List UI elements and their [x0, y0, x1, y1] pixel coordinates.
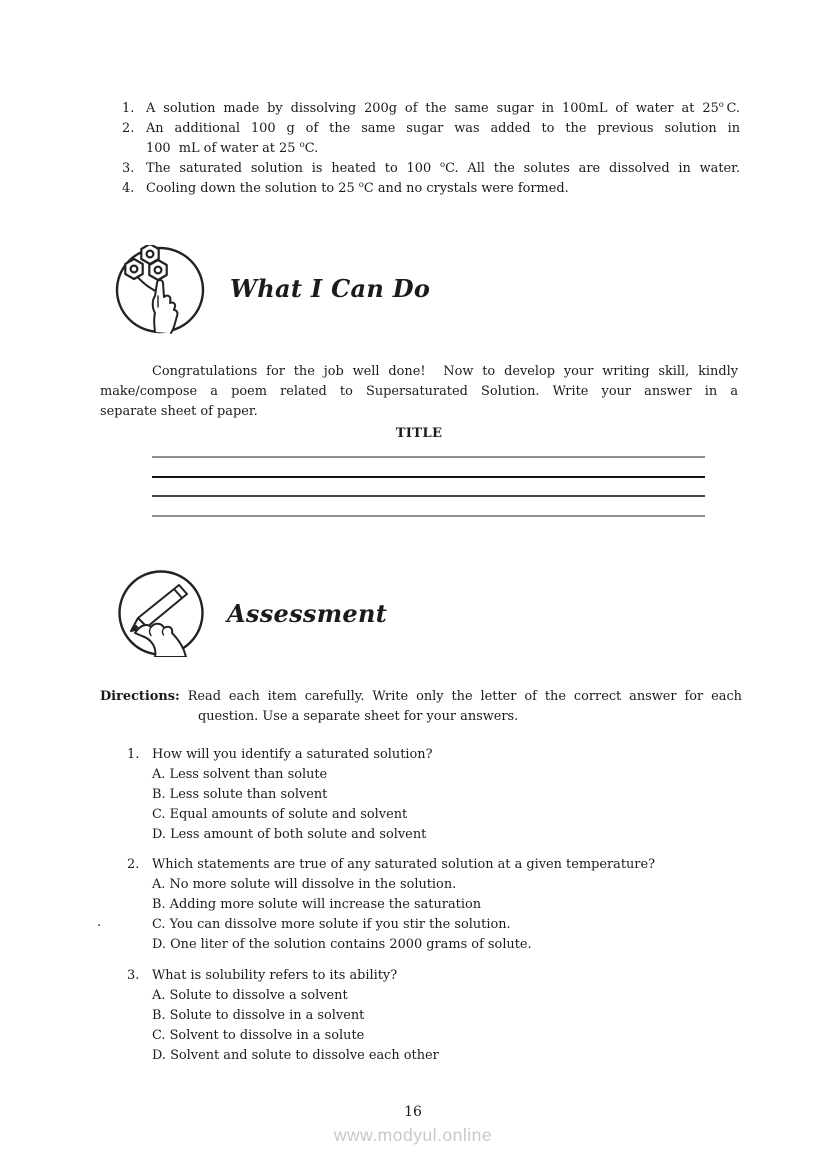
question-text: What is solubility refers to its ability?: [152, 968, 398, 983]
question-line: [127, 966, 740, 986]
hand-writing-pencil-icon: [117, 569, 205, 657]
directions-label: Directions:: [100, 689, 180, 704]
instruction-paragraph: [100, 362, 738, 422]
text-segment: An additional 100 g of the same sugar was added to the previous solution in: [146, 121, 740, 136]
question-3: [127, 966, 740, 1066]
list-item-number: 2.: [122, 121, 135, 136]
text-segment: Cooling down the solution to 25: [146, 181, 359, 196]
question-line: [127, 855, 740, 875]
answer-option: C. Solvent to dissolve in a solute: [152, 1028, 365, 1043]
poem-title-label: TITLE: [395, 426, 443, 441]
answer-option: C. You can dissolve more solute if you stir the solution.: [152, 917, 511, 932]
paragraph-line: Congratulations for the job well done! Now to develop your writing skill, kindly: [152, 364, 738, 379]
text-segment: C.: [723, 101, 740, 116]
directions-line: question. Use a separate sheet for your answers.: [198, 709, 519, 724]
text-segment: 100 mL of water at 25: [146, 141, 300, 156]
question-number: 3.: [127, 968, 140, 983]
text-segment: C and no crystals were formed.: [363, 181, 569, 196]
hand-holding-flowers-icon: [114, 245, 206, 335]
answer-option: B. Solute to dissolve in a solvent: [152, 1008, 365, 1023]
writing-line: [152, 515, 705, 517]
degree-superscript: o: [439, 160, 446, 170]
list-item-text: [146, 99, 740, 119]
page-number: 16: [404, 1104, 422, 1120]
answer-option: D. Less amount of both solute and solvent: [152, 827, 427, 842]
degree-superscript: o: [299, 140, 305, 150]
text-segment: C. All the solutes are dissolved in water.: [445, 161, 740, 176]
degree-superscript: o: [358, 180, 364, 190]
text-segment: A solution made by dissolving 200g of the same sugar in 100mL of water at 25: [146, 101, 719, 116]
list-item-text: [146, 119, 740, 159]
text-segment: [146, 139, 740, 159]
list-item: [122, 179, 740, 199]
question-text: Which statements are true of any saturated solution at a given temperature?: [152, 857, 655, 872]
list-item-text: [146, 159, 740, 179]
list-item: [122, 99, 740, 119]
list-item-text: [146, 179, 740, 199]
stray-period: .: [97, 915, 102, 930]
paragraph-line: make/compose a poem related to Supersaturated Solution. Write your answer in a: [100, 384, 738, 399]
paragraph-line: separate sheet of paper.: [100, 404, 258, 419]
question-2: [127, 855, 740, 955]
answer-option: A. No more solute will dissolve in the solution.: [152, 877, 457, 892]
question-number: 1.: [127, 747, 140, 762]
answer-option: D. Solvent and solute to dissolve each other: [152, 1048, 439, 1063]
degree-superscript: o: [718, 100, 724, 110]
scenario-list: [122, 99, 740, 199]
answer-option: B. Adding more solute will increase the saturation: [152, 897, 482, 912]
directions-line: [100, 687, 742, 707]
list-item-number: 4.: [122, 181, 135, 196]
question-line: [127, 745, 740, 765]
writing-line: [152, 495, 705, 497]
answer-option: A. Less solvent than solute: [152, 767, 328, 782]
section-heading-what-i-can-do: What I Can Do: [230, 274, 431, 303]
watermark: www.modyul.online: [333, 1125, 493, 1145]
text-segment: C.: [304, 141, 319, 156]
list-item-number: 3.: [122, 161, 135, 176]
question-1: [127, 745, 740, 845]
writing-line: [152, 476, 705, 478]
text-segment: Read each item carefully. Write only the letter of the correct answer for each: [187, 689, 742, 704]
answer-option: D. One liter of the solution contains 2000 grams of solute.: [152, 937, 532, 952]
list-item-number: 1.: [122, 101, 135, 116]
directions-block: [100, 687, 742, 727]
list-item: [122, 119, 740, 159]
writing-line: [152, 456, 705, 458]
answer-option: A. Solute to dissolve a solvent: [152, 988, 348, 1003]
section-heading-assessment: Assessment: [227, 599, 388, 628]
answer-option: C. Equal amounts of solute and solvent: [152, 807, 408, 822]
text-segment: The saturated solution is heated to 100: [146, 161, 440, 176]
answer-option: B. Less solute than solvent: [152, 787, 328, 802]
question-number: 2.: [127, 857, 140, 872]
list-item: [122, 159, 740, 179]
question-text: How will you identify a saturated solution?: [152, 747, 433, 762]
